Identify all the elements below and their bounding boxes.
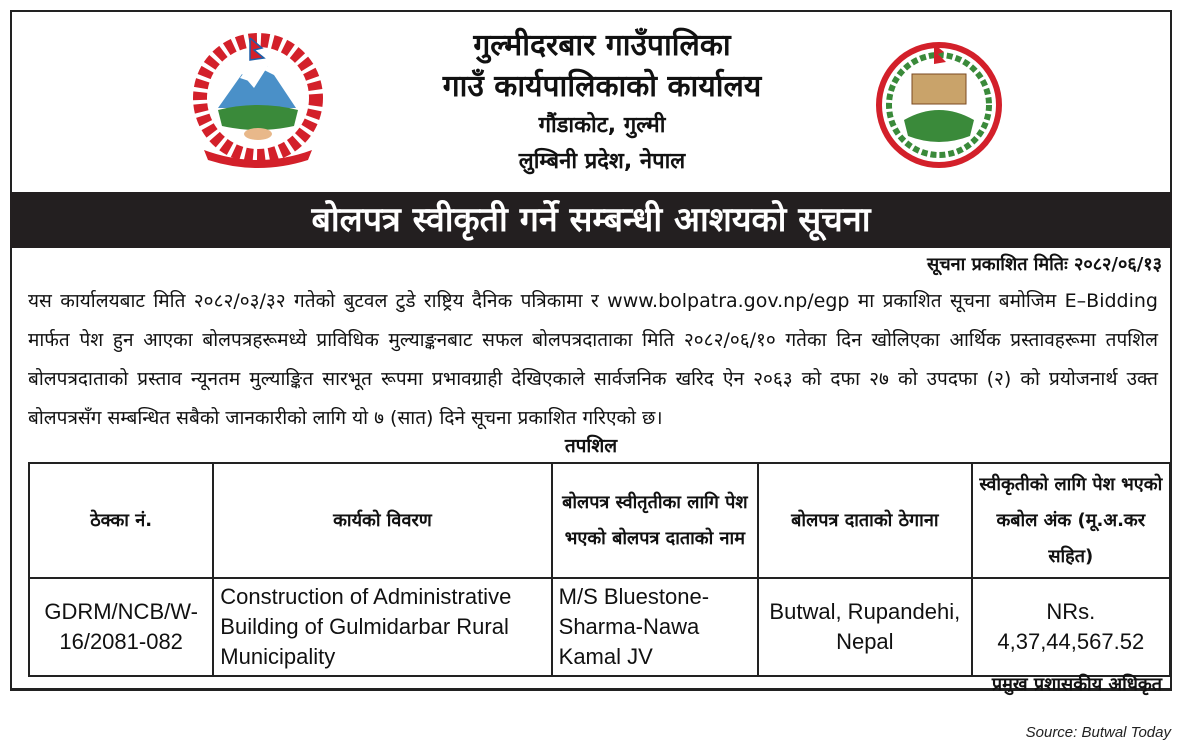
address-line1: गौंडाकोट, गुल्मी xyxy=(538,113,666,138)
table-caption: तपशिल xyxy=(564,435,618,457)
header-work-description: कार्यको विवरण xyxy=(213,463,551,578)
notice-title-banner: बोलपत्र स्वीकृती गर्ने सम्बन्धी आशयको सूचना xyxy=(10,192,1172,248)
bidder-name: M/S Bluestone-Sharma-Nawa Kamal JV xyxy=(552,578,758,676)
address-line2: लुम्बिनी प्रदेश, नेपाल xyxy=(518,149,686,174)
signatory: प्रमुख प्रशासकीय अधिकृत xyxy=(991,674,1162,695)
table-header-row xyxy=(29,463,1170,578)
source-credit: Source: Butwal Today xyxy=(1025,724,1171,741)
header xyxy=(12,12,1170,192)
municipality-name: गुल्मीदरबार गाउँपालिका xyxy=(473,28,731,63)
published-date: सूचना प्रकाशित मितिः २०८२/०६/१३ xyxy=(927,254,1162,275)
municipality-logo xyxy=(874,40,1004,170)
bidder-address: Butwal, Rupandehi, Nepal xyxy=(758,578,971,676)
office-titles xyxy=(342,26,862,180)
table-row xyxy=(29,578,1170,676)
bid-amount: NRs. 4,37,44,567.52 xyxy=(972,578,1170,676)
header-bid-amount: स्वीकृतीको लागि पेश भएको कबोल अंक (मू.अ.कर सहित) xyxy=(972,463,1170,578)
contract-no: GDRM/NCB/W-16/2081-082 xyxy=(29,578,213,676)
notice-body: यस कार्यालयबाट मिति २०८२/०३/३२ गतेको बुटवल टुडे राष्ट्रिय दैनिक पत्रिकामा र www.bolpatra.gov.np/egp मा प्रकाशित सूचना बमोजिम E–Bidding मार्फत पेश हुन आएका बोलपत्रहरूमध्ये प्राविधिक मुल्याङ्कनबाट सफल बोलपत्रदाताका मिति २०८२/०६/१० गतेका दिन खोलिएका आर्थिक प्रस्तावहरूमा तपशिल बोलपत्रदाताको प्रस्ताव न्यूनतम मुल्याङ्कित सारभूत रूपमा प्रभावग्राही देखिएकाले सार्वजनिक खरिद ऐन २०६३ को दफा २७ को उपदफा (२) को प्रयोजनार्थ उक्त बोलपत्रसँग सम्बन्धित सबैको जानकारीको लागि यो ७ (सात) दिने सूचना प्रकाशित गरिएको छ। xyxy=(28,290,1158,429)
nepal-emblem-logo xyxy=(184,30,332,170)
header-contract-no: ठेक्का नं. xyxy=(29,463,213,578)
header-bidder-address: बोलपत्र दाताको ठेगाना xyxy=(758,463,971,578)
bid-table xyxy=(28,462,1171,677)
header-bidder-name: बोलपत्र स्वीतृतीका लागि पेश भएको बोलपत्र दाताको नाम xyxy=(552,463,758,578)
notice-frame xyxy=(10,10,1172,695)
work-description: Construction of Administrative Building of Gulmidarbar Rural Municipality xyxy=(213,578,551,676)
office-name: गाउँ कार्यपालिकाको कार्यालय xyxy=(442,69,762,104)
